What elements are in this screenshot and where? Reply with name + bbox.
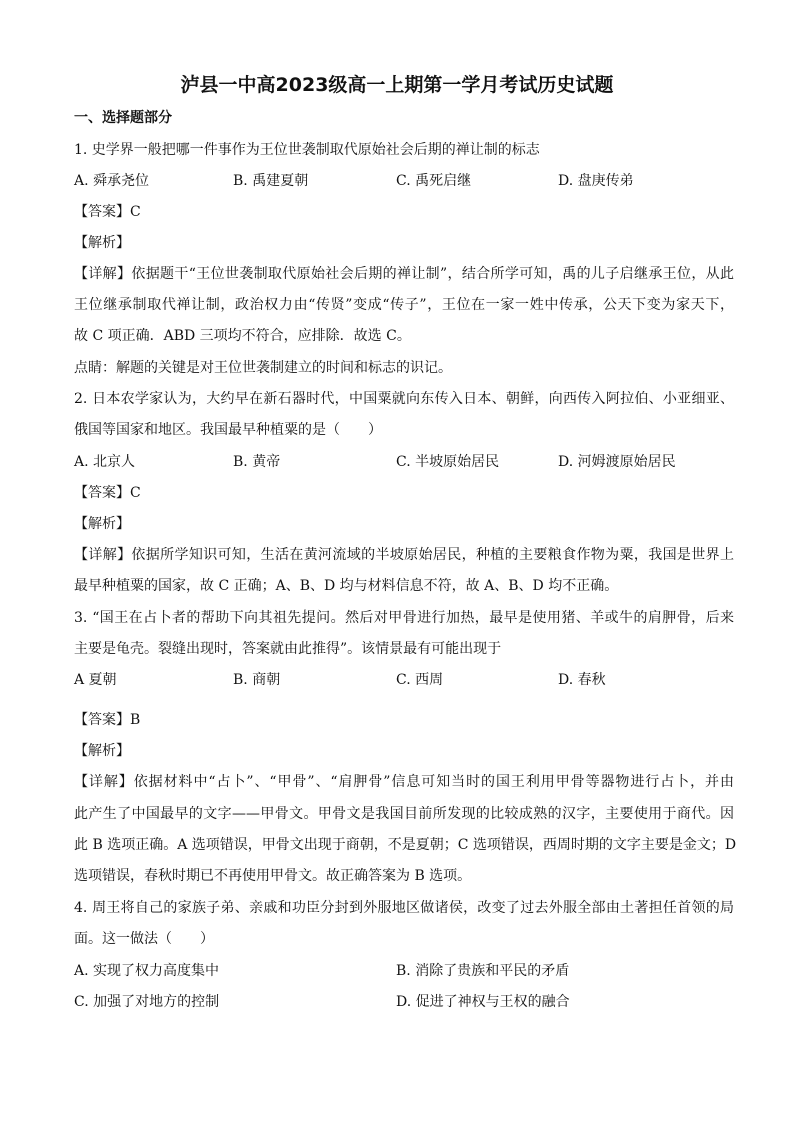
question-2-stem-line-2: 俄国等国家和地区。我国最早种植粟的是（ ）: [74, 422, 382, 438]
question-3-detail-line-2: 此产生了中国最早的文字——甲骨文。甲骨文是我国目前所发现的比较成熟的汉字，主要使用于商代。因: [74, 806, 734, 822]
question-1-option-c: C. 禹死启继: [396, 173, 472, 189]
question-1-analysis-label: 【解析】: [74, 235, 130, 251]
question-3-answer: 【答案】B: [74, 712, 141, 728]
question-1-answer: 【答案】C: [74, 204, 141, 220]
question-1-option-d: D. 盘庚传弟: [558, 173, 634, 189]
question-3-stem-line-2: 主要是龟壳。裂缝出现时，答案就由此推得”。该情景最有可能出现于: [74, 641, 502, 657]
question-2-option-c: C. 半坡原始居民: [396, 454, 500, 470]
question-4-option-d: D. 促进了神权与王权的融合: [396, 994, 570, 1010]
question-1-detail-line-2: 王位继承制取代禅让制，政治权力由“传贤”变成“传子”，王位在一家一姓中传承，公天下变为家天下，: [74, 297, 734, 313]
question-1-detail-line-1: 【详解】依据题干“王位世袭制取代原始社会后期的禅让制”，结合所学可知，禹的儿子启继承王位，从此: [74, 266, 734, 282]
question-2-answer: 【答案】C: [74, 485, 141, 501]
question-3-detail-line-1: 【详解】依据材料中“占卜”、“甲骨”、“肩胛骨”信息可知当时的国王利用甲骨等器物进行占卜，并由: [74, 774, 734, 790]
question-1-option-b: B. 禹建夏朝: [233, 173, 309, 189]
question-4-stem-line-2: 面。这一做法（ ）: [74, 931, 214, 947]
question-1-detail-line-3: 故 C 项正确．ABD 三项均不符合，应排除．故选 C。: [74, 328, 411, 344]
question-4-stem-line-1: 4. 周王将自己的家族子弟、亲戚和功臣分封到外服地区做诸侯，改变了过去外服全部由土著担任首领的局: [74, 900, 734, 916]
question-2-stem-line-1: 2. 日本农学家认为，大约早在新石器时代，中国粟就向东传入日本、朝鲜，向西传入阿拉伯、小亚细亚、: [74, 391, 734, 407]
question-2-detail-line-2: 最早种植粟的国家，故 C 正确；A、B、D 均与材料信息不符，故 A、B、D 均不正确。: [74, 578, 619, 594]
question-2-option-d: D. 河姆渡原始居民: [558, 454, 676, 470]
question-3-analysis-label: 【解析】: [74, 743, 130, 759]
question-1-tip: 点睛：解题的关键是对王位世袭制建立的时间和标志的识记。: [74, 360, 452, 376]
question-3-stem-line-1: 3. “国王在占卜者的帮助下向其祖先提问。然后对甲骨进行加热，最早是使用猪、羊或牛的肩胛骨，后来: [74, 610, 734, 626]
question-3-option-c: C. 西周: [396, 672, 444, 688]
question-3-option-a: A 夏朝: [74, 672, 117, 688]
question-2-option-a: A. 北京人: [74, 454, 136, 470]
question-2-analysis-label: 【解析】: [74, 516, 130, 532]
question-1-option-a: A. 舜承尧位: [74, 173, 150, 189]
question-4-option-c: C. 加强了对地方的控制: [74, 994, 220, 1010]
question-4-option-a: A. 实现了权力高度集中: [74, 963, 220, 979]
question-4-option-b: B. 消除了贵族和平民的矛盾: [396, 963, 570, 979]
question-3-option-b: B. 商朝: [233, 672, 281, 688]
page-title: 泸县一中高2023级高一上期第一学月考试历史试题: [180, 74, 614, 96]
question-2-detail-line-1: 【详解】依据所学知识可知，生活在黄河流域的半坡原始居民，种植的主要粮食作物为粟，我国是世界上: [74, 547, 734, 563]
question-2-option-b: B. 黄帝: [233, 454, 281, 470]
section-heading: 一、选择题部分: [74, 110, 172, 126]
question-1-stem: 1. 史学界一般把哪一件事作为王位世袭制取代原始社会后期的禅让制的标志: [74, 142, 540, 158]
question-3-detail-line-4: 选项错误，春秋时期已不再使用甲骨文。故正确答案为 B 选项。: [74, 868, 472, 884]
question-3-option-d: D. 春秋: [558, 672, 606, 688]
question-3-detail-line-3: 此 B 选项正确。A 选项错误，甲骨文出现于商朝，不是夏朝；C 选项错误，西周时期的文字主要是金文；D: [74, 837, 737, 853]
